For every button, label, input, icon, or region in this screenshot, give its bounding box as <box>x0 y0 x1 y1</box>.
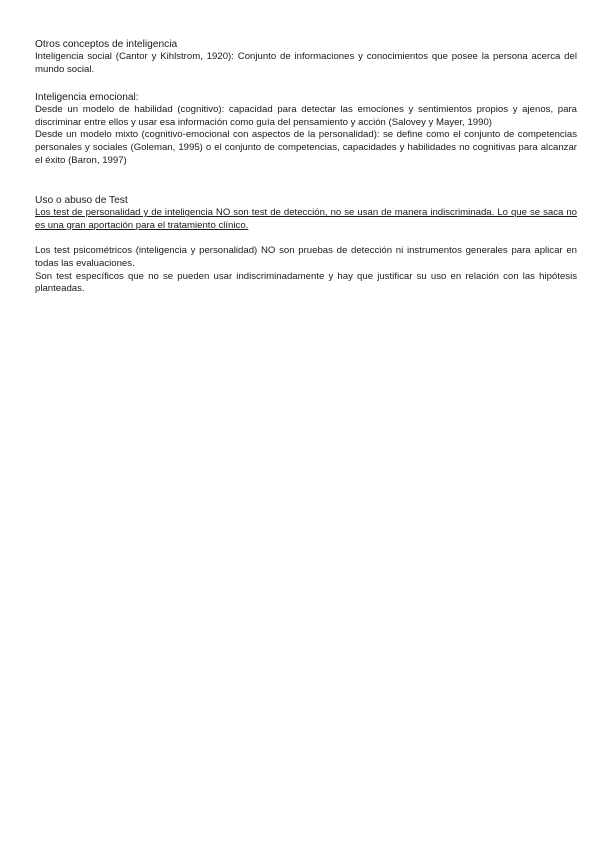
paragraph-inteligencia-social: Inteligencia social (Cantor y Kihlstrom, 1920): Conjunto de informaciones y conocimientos que posee la persona acerca del mundo social. <box>35 51 577 75</box>
section-heading: Uso o abuso de Test <box>35 195 128 207</box>
paragraph-underlined-warning: Los test de personalidad y de inteligencia NO son test de detección, no se usan de manera indiscriminada. Lo que se saca no es una gran aportación para el tratamiento clínico. <box>35 207 577 231</box>
paragraph-modelo-mixto: Desde un modelo mixto (cognitivo-emocional con aspectos de la personalidad): se define como el conjunto de competencias personales y sociales (Goleman, 1995) o el conjunto de competencias, capacidades y habilidades no cognitivas para alcanzar el éxito (Baron, 1997) <box>35 129 577 166</box>
paragraph-modelo-habilidad: Desde un modelo de habilidad (cognitivo): capacidad para detectar las emociones y sentimientos propios y ajenos, para discriminar entre ellos y usar esa información como guía del pensamiento y acción (Salovey y Mayer, 1990) <box>35 104 577 128</box>
document-page <box>35 38 577 296</box>
spacer <box>35 232 577 245</box>
spacer <box>35 76 577 91</box>
section-otros-conceptos <box>35 38 577 76</box>
spacer <box>35 167 577 194</box>
paragraph-test-especificos: Son test específicos que no se pueden usar indiscriminadamente y hay que justificar su uso en relación con las hipótesis planteadas. <box>35 270 577 295</box>
section-heading: Inteligencia emocional: <box>35 92 139 104</box>
section-heading: Otros conceptos de inteligencia <box>35 39 178 50</box>
section-inteligencia-emocional <box>35 91 577 167</box>
paragraph-test-psicometricos: Los test psicométricos (inteligencia y personalidad) NO son pruebas de detección ni instrumentos generales para aplicar en todas las evaluaciones. <box>35 245 577 269</box>
section-uso-abuso-test <box>35 194 577 296</box>
